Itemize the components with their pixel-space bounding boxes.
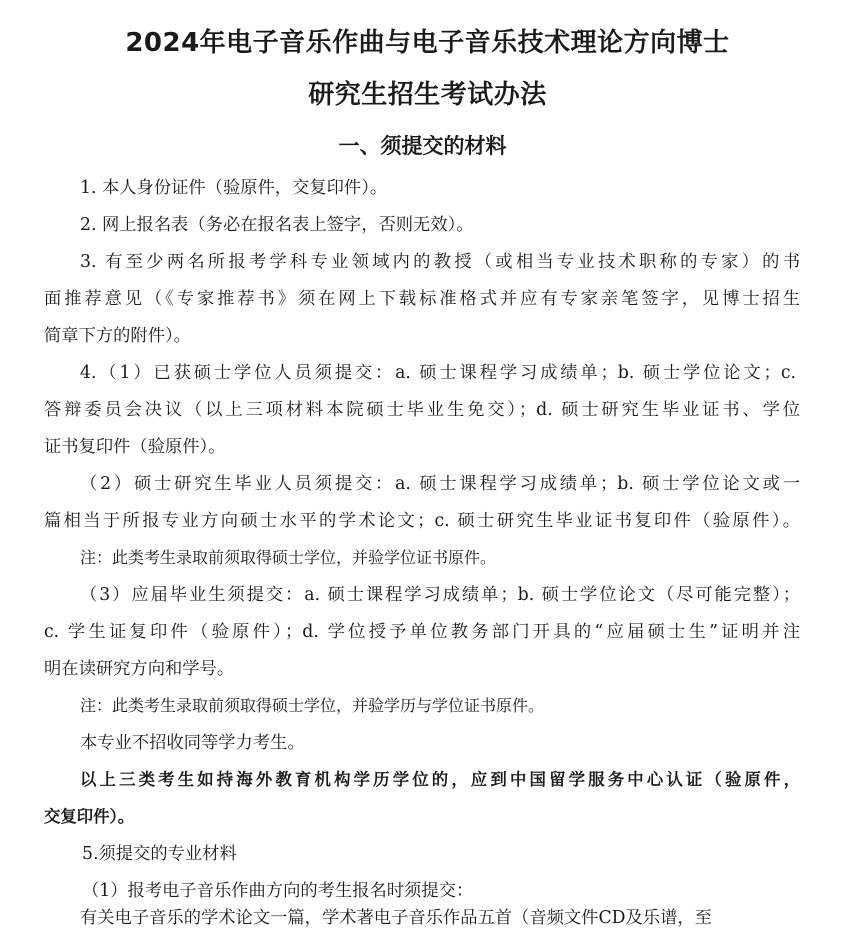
item-5-heading: 5.须提交的专业材料: [82, 844, 237, 864]
item-4-3-line-1: （3）应届毕业生须提交：a. 硕士课程学习成绩单；b. 硕士学位论文（尽可能完整）；: [80, 585, 800, 605]
item-4-1-line-3: 证书复印件（验原件）。: [44, 437, 226, 457]
no-equivalent-notice: 本专业不招收同等学力考生。: [80, 733, 305, 753]
item-3-line-2: 面推荐意见（《专家推荐书》须在网上下载标准格式并应有专家亲笔签字，见博士招生: [44, 289, 800, 309]
item-3-line-1: 3. 有至少两名所报考学科专业领域内的教授（或相当专业技术职称的专家）的书: [80, 252, 800, 272]
item-4-2-line-2: 篇相当于所报专业方向硕士水平的学术论文；c. 硕士研究生毕业证书复印件（验原件）。: [44, 511, 800, 531]
item-4-1-line-1: 4.（1）已获硕士学位人员须提交：a. 硕士课程学习成绩单；b. 硕士学位论文；c.: [80, 363, 796, 383]
item-4-3-line-2: c. 学生证复印件（验原件）；d. 学位授予单位教务部门开具的“应届硕士生”证明并注: [44, 622, 800, 642]
overseas-notice-line-1: 以上三类考生如持海外教育机构学历学位的，应到中国留学服务中心认证（验原件，: [80, 770, 800, 789]
item-2: 2. 网上报名表（务必在报名表上签字，否则无效）。: [80, 215, 474, 235]
document-title-line-1: 2024年电子音乐作曲与电子音乐技术理论方向博士: [125, 28, 730, 58]
item-4-2-line-1: （2）硕士研究生毕业人员须提交：a. 硕士课程学习成绩单；b. 硕士学位论文或一: [80, 474, 800, 494]
note-2: 注：此类考生录取前须取得硕士学位，并验学历与学位证书原件。: [80, 696, 545, 715]
item-5-1: （1）报考电子音乐作曲方向的考生报名时须提交：: [82, 881, 474, 901]
item-4-3-line-3: 明在读研究方向和学号。: [44, 659, 235, 679]
item-1: 1. 本人身份证件（验原件，交复印件）。: [80, 178, 388, 198]
note-1: 注：此类考生录取前须取得硕士学位，并验学位证书原件。: [80, 548, 497, 567]
section-heading: 一、须提交的材料: [338, 134, 507, 158]
overseas-notice-line-2: 交复印件）。: [44, 807, 135, 826]
item-3-line-3: 简章下方的附件）。: [44, 326, 191, 346]
item-5-1-cut-line: 有关电子音乐的学术论文一篇，学术著电子音乐作品五首（音频文件CD及乐谱，至: [80, 908, 712, 928]
document-title-line-2: 研究生招生考试办法: [308, 80, 547, 110]
item-4-1-line-2: 答辩委员会决议（以上三项材料本院硕士毕业生免交）；d. 硕士研究生毕业证书、学位: [44, 400, 800, 420]
